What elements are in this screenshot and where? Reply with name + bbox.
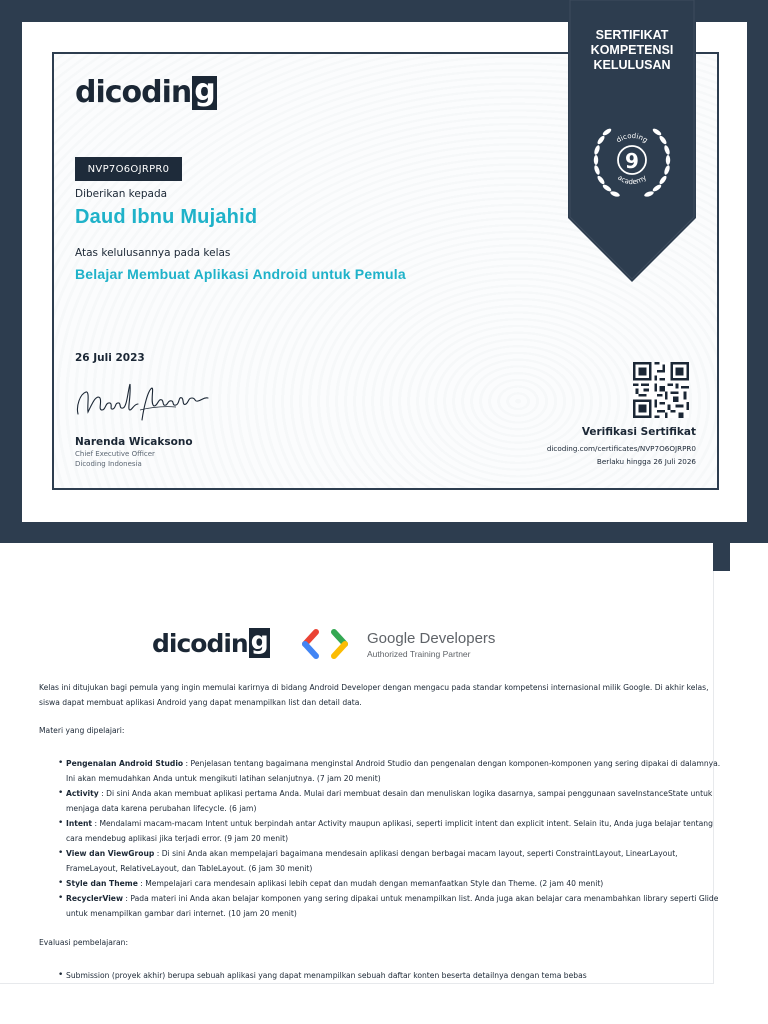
ribbon-line-1: SERTIFIKAT xyxy=(595,28,669,42)
svg-text:dicoding xyxy=(615,132,649,145)
material-text: : Mempelajari cara mendesain aplikasi lebih cepat dan mudah dengan memanfaatkan Style dan Theme. (2 jam 40 menit) xyxy=(137,879,604,888)
badge-top-text: dicoding xyxy=(614,131,650,145)
material-text: : Mendalami macam-macam Intent untuk berpindah antar Activity maupun aplikasi, seperti implicit intent dan explicit intent. Selain itu, Anda juga belajar tentang cara mendebug aplikasi jika terjadi error. (9 jam 20 menit) xyxy=(66,819,713,843)
signer-name: Narenda Wicaksono xyxy=(75,436,193,448)
material-title: Intent xyxy=(66,819,93,828)
dicoding-logo-secondary xyxy=(152,628,270,658)
material-text: : Di sini Anda akan membuat aplikasi pertama Anda. Mulai dari membuat desain dan menuliskan logika dasarnya, sampai penggunaan saveInstanceState untuk menjaga data karena perubahan lifecycle. (6 jam) xyxy=(66,789,713,813)
class-name: Belajar Membuat Aplikasi Android untuk Pemula xyxy=(75,266,406,282)
page-side-tab xyxy=(713,543,730,571)
list-item xyxy=(58,846,723,876)
logo-text: dicodin xyxy=(152,628,248,658)
logo-g-box: g xyxy=(194,72,215,108)
ribbon-line-2: KOMPETENSI xyxy=(590,43,674,57)
badge-bottom-text: academy xyxy=(616,173,648,187)
partner-subtitle: Authorized Training Partner xyxy=(367,649,471,659)
verification-qr-code[interactable] xyxy=(633,362,689,418)
material-title: Pengenalan Android Studio xyxy=(66,759,184,768)
evaluation-label: Evaluasi pembelajaran: xyxy=(39,938,129,947)
issue-date: 26 Juli 2023 xyxy=(75,352,145,364)
class-description: Kelas ini ditujukan bagi pemula yang ingin memulai karirnya di bidang Android Developer dengan mengacu pada standar kompetensi internasional milik Google. Di akhir kelas, siswa dapat membuat aplikasi Android yang dapat menampilkan list dan detail data. xyxy=(39,683,709,707)
valid-until: Berlaku hingga 26 Juli 2026 xyxy=(596,457,696,466)
material-text: : Di sini Anda akan mempelajari bagaimana mendesain aplikasi dengan berbagai macam layout, seperti ConstraintLayout, LinearLayout, FrameLayout, RelativeLayout, dan TableLayout. (6 jam 30 menit) xyxy=(66,849,678,873)
signature-image xyxy=(72,376,212,426)
dicoding-logo xyxy=(75,72,217,110)
badge-number: 9 xyxy=(625,149,639,173)
page-edge-bottom xyxy=(0,983,714,984)
signer-role: Chief Executive Officer xyxy=(75,450,155,458)
material-title: Style dan Theme xyxy=(66,879,138,888)
logo-g-box: g xyxy=(249,628,270,658)
verify-title: Verifikasi Sertifikat xyxy=(581,426,696,438)
list-item xyxy=(58,816,723,846)
material-title: RecyclerView xyxy=(66,894,123,903)
list-item xyxy=(58,891,723,921)
academy-laurel-badge xyxy=(584,112,680,208)
materials-label: Materi yang dipelajari: xyxy=(39,726,125,735)
given-to-label: Diberikan kepada xyxy=(75,188,168,200)
google-developers-label xyxy=(367,630,495,659)
material-text: : Pada materi ini Anda akan belajar komponen yang sering dipakai untuk menampilkan list. Anda juga akan belajar cara menambahkan library seperti Glide untuk menampilkan gambar dari internet. (10 jam 20 menit) xyxy=(66,894,719,918)
material-title: View dan ViewGroup xyxy=(66,849,155,858)
recipient-name: Daud Ibnu Mujahid xyxy=(75,206,258,228)
svg-text:academy xyxy=(616,174,648,187)
material-title: Activity xyxy=(66,789,99,798)
verify-url[interactable]: dicoding.com/certificates/NVP7O6OJRPR0 xyxy=(546,444,696,453)
partner-name: Google Developers xyxy=(367,630,496,647)
list-item: • Submission (proyek akhir) berupa sebuah aplikasi yang dapat menampilkan sebuah daftar konten beserta detailnya dengan tema bebas xyxy=(58,968,718,983)
ribbon-title xyxy=(568,28,696,73)
list-item xyxy=(58,756,723,786)
material-text: : Penjelasan tentang bagaimana menginstal Android Studio dan pengenalan dengan komponen-komponen yang sering dipakai di dalamnya. Ini akan memudahkan Anda untuk mengikuti latihan selanjutnya. (7 jam 20 menit) xyxy=(66,759,721,783)
ribbon-line-3: KELULUSAN xyxy=(593,58,671,72)
evaluation-list xyxy=(58,968,718,983)
signer-organization: Dicoding Indonesia xyxy=(75,460,142,468)
certificate-id-badge: NVP7O6OJRPR0 xyxy=(75,157,182,181)
list-item xyxy=(58,786,723,816)
class-label: Atas kelulusannya pada kelas xyxy=(75,247,231,259)
list-item xyxy=(58,876,723,891)
logo-text: dicodin xyxy=(75,75,192,110)
materials-list xyxy=(58,756,723,921)
google-developers-icon xyxy=(302,629,356,659)
